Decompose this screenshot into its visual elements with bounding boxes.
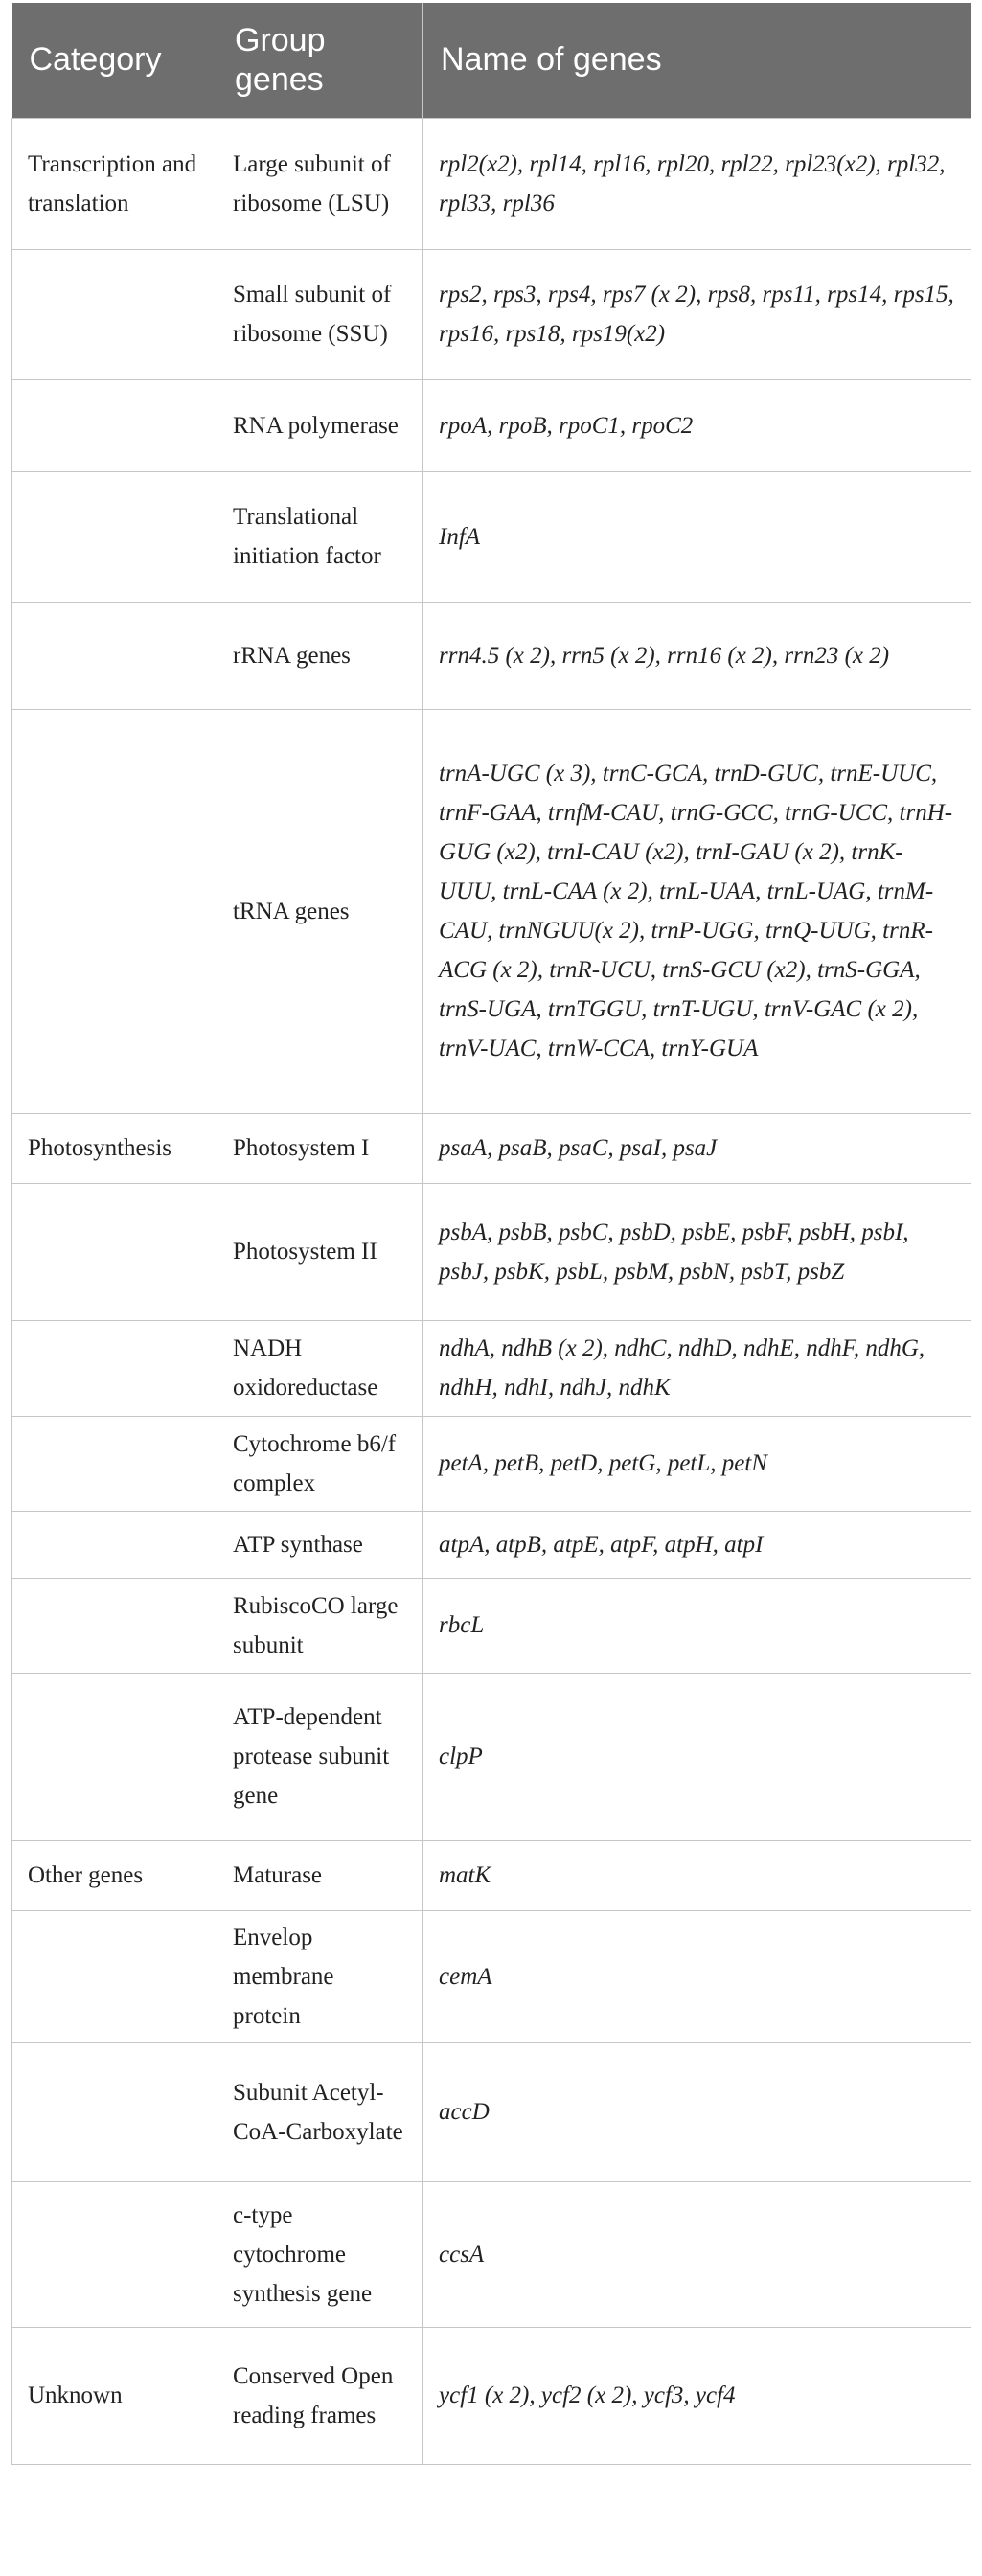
header-group-genes: Group genes bbox=[217, 3, 423, 118]
table-row bbox=[12, 1183, 971, 1320]
category-cell bbox=[12, 1578, 217, 1673]
table-row bbox=[12, 602, 971, 709]
table-row bbox=[12, 1840, 971, 1910]
table-row bbox=[12, 2181, 971, 2327]
group-cell: NADH oxidoreductase bbox=[217, 1320, 423, 1416]
category-cell bbox=[12, 602, 217, 709]
header-name-of-genes: Name of genes bbox=[423, 3, 971, 118]
genes-cell: InfA bbox=[423, 471, 971, 602]
table-row bbox=[12, 2327, 971, 2464]
header-category: Category bbox=[12, 3, 217, 118]
group-cell: ATP-dependent protease subunit gene bbox=[217, 1673, 423, 1840]
table-row bbox=[12, 709, 971, 1113]
category-cell bbox=[12, 2181, 217, 2327]
genes-cell: rbcL bbox=[423, 1578, 971, 1673]
category-cell bbox=[12, 471, 217, 602]
group-cell: c-type cytochrome synthesis gene bbox=[217, 2181, 423, 2327]
category-cell: Photosynthesis bbox=[12, 1113, 217, 1183]
category-cell bbox=[12, 1183, 217, 1320]
category-cell bbox=[12, 1320, 217, 1416]
group-cell: ATP synthase bbox=[217, 1511, 423, 1578]
table-row bbox=[12, 379, 971, 471]
table-row bbox=[12, 471, 971, 602]
table-row bbox=[12, 118, 971, 249]
gene-table bbox=[11, 3, 971, 2465]
group-cell: tRNA genes bbox=[217, 709, 423, 1113]
genes-cell: petA, petB, petD, petG, petL, petN bbox=[423, 1416, 971, 1511]
category-cell bbox=[12, 2042, 217, 2181]
category-cell bbox=[12, 1910, 217, 2042]
group-cell: Maturase bbox=[217, 1840, 423, 1910]
group-cell: Large subunit of ribosome (LSU) bbox=[217, 118, 423, 249]
table-row bbox=[12, 2042, 971, 2181]
genes-cell: rrn4.5 (x 2), rrn5 (x 2), rrn16 (x 2), rrn23 (x 2) bbox=[423, 602, 971, 709]
genes-cell: atpA, atpB, atpE, atpF, atpH, atpI bbox=[423, 1511, 971, 1578]
category-cell: Transcription and translation bbox=[12, 118, 217, 249]
category-cell bbox=[12, 1673, 217, 1840]
genes-cell: rps2, rps3, rps4, rps7 (x 2), rps8, rps11, rps14, rps15, rps16, rps18, rps19(x2) bbox=[423, 249, 971, 379]
table-row bbox=[12, 1673, 971, 1840]
genes-cell: matK bbox=[423, 1840, 971, 1910]
group-cell: Subunit Acetyl- CoA-Carboxylate bbox=[217, 2042, 423, 2181]
category-cell bbox=[12, 249, 217, 379]
group-cell: RNA polymerase bbox=[217, 379, 423, 471]
group-cell: Cytochrome b6/f complex bbox=[217, 1416, 423, 1511]
group-cell: Photosystem I bbox=[217, 1113, 423, 1183]
group-cell: Photosystem II bbox=[217, 1183, 423, 1320]
group-cell: rRNA genes bbox=[217, 602, 423, 709]
genes-cell: accD bbox=[423, 2042, 971, 2181]
genes-cell: trnA-UGC (x 3), trnC-GCA, trnD-GUC, trnE-UUC, trnF-GAA, trnfM-CAU, trnG-GCC, trnG-UCC, trnH-GUG (x2), trnI-CAU (x2), trnI-GAU (x 2), trnK-UUU, trnL-CAA (x 2), trnL-UAA, trnL-UAG, trnM-CAU, trnNGUU(x 2), trnP-UGG, trnQ-UUG, trnR-ACG (x 2), trnR-UCU, trnS-GCU (x2), trnS-GGA, trnS-UGA, trnTGGU, trnT-UGU, trnV-GAC (x 2), trnV-UAC, trnW-CCA, trnY-GUA bbox=[423, 709, 971, 1113]
genes-cell: ycf1 (x 2), ycf2 (x 2), ycf3, ycf4 bbox=[423, 2327, 971, 2464]
group-cell: Translational initiation factor bbox=[217, 471, 423, 602]
category-cell bbox=[12, 379, 217, 471]
category-cell bbox=[12, 709, 217, 1113]
genes-cell: clpP bbox=[423, 1673, 971, 1840]
category-cell bbox=[12, 1416, 217, 1511]
table-row bbox=[12, 1578, 971, 1673]
header-row bbox=[12, 3, 971, 118]
table-row bbox=[12, 1320, 971, 1416]
genes-cell: rpl2(x2), rpl14, rpl16, rpl20, rpl22, rpl23(x2), rpl32, rpl33, rpl36 bbox=[423, 118, 971, 249]
table-row bbox=[12, 1416, 971, 1511]
table-row bbox=[12, 1511, 971, 1578]
genes-cell: cemA bbox=[423, 1910, 971, 2042]
genes-cell: ccsA bbox=[423, 2181, 971, 2327]
group-cell: Conserved Open reading frames bbox=[217, 2327, 423, 2464]
genes-cell: ndhA, ndhB (x 2), ndhC, ndhD, ndhE, ndhF, ndhG, ndhH, ndhI, ndhJ, ndhK bbox=[423, 1320, 971, 1416]
genes-cell: psbA, psbB, psbC, psbD, psbE, psbF, psbH, psbI, psbJ, psbK, psbL, psbM, psbN, psbT, psbZ bbox=[423, 1183, 971, 1320]
table-row bbox=[12, 249, 971, 379]
category-cell: Other genes bbox=[12, 1840, 217, 1910]
group-cell: Envelop membrane protein bbox=[217, 1910, 423, 2042]
category-cell bbox=[12, 1511, 217, 1578]
group-cell: RubiscoCO large subunit bbox=[217, 1578, 423, 1673]
group-cell: Small subunit of ribosome (SSU) bbox=[217, 249, 423, 379]
table-row bbox=[12, 1910, 971, 2042]
category-cell: Unknown bbox=[12, 2327, 217, 2464]
genes-cell: rpoA, rpoB, rpoC1, rpoC2 bbox=[423, 379, 971, 471]
genes-cell: psaA, psaB, psaC, psaI, psaJ bbox=[423, 1113, 971, 1183]
table-row bbox=[12, 1113, 971, 1183]
